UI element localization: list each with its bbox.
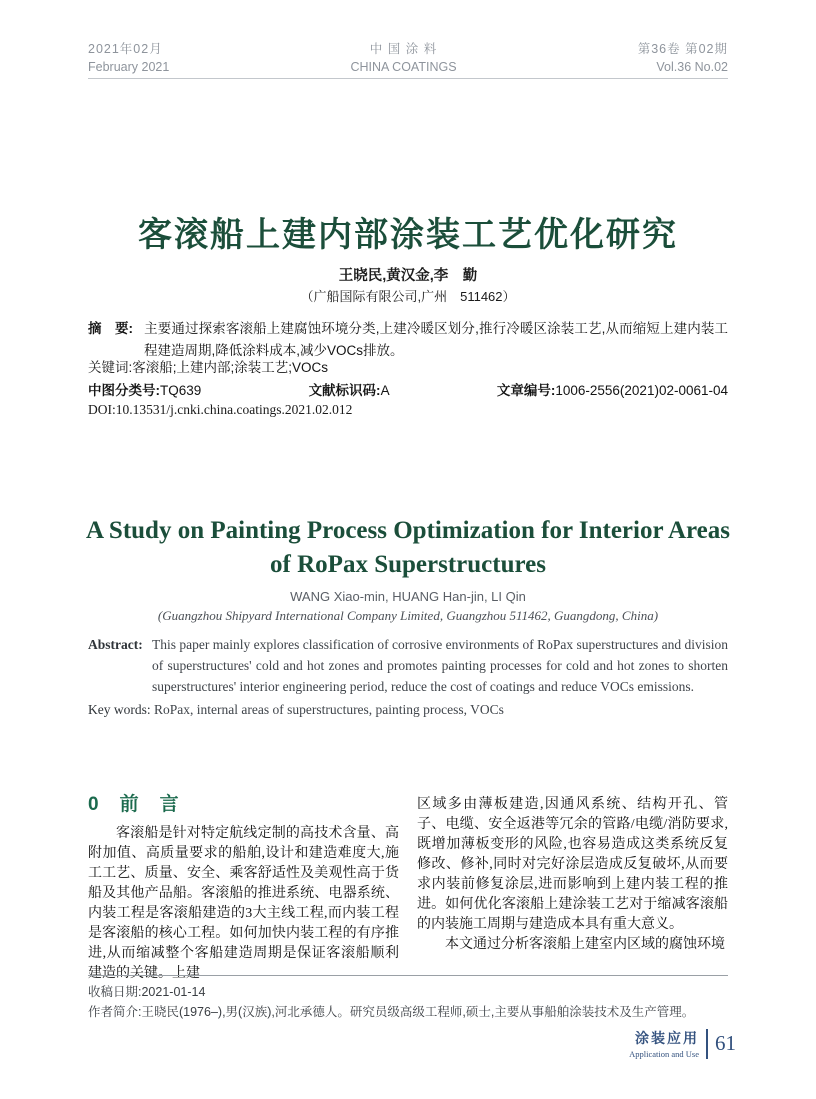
author-bio-line [88, 1002, 728, 1022]
article-title-cn: 客滚船上建内部涂装工艺优化研究 [138, 216, 678, 254]
body-column-right [417, 795, 728, 971]
body-paragraph: 区域多由薄板建造,因通风系统、结构开孔、管子、电缆、安全返港等冗余的管路/电缆/消防要求,既增加薄板变形的风险,也容易造成这类系统反复修改、修补,同时对完好涂层造成反复破坏,从而要求内装前修复涂层,进而影响到上建内装工程的推进。如何优化客滚船上建涂装工艺对于缩减客滚船的内装施工周期与建造成本具有重大意义。 [417, 797, 728, 932]
body-paragraph: 本文通过分析客滚船上建室内区域的腐蚀环境 [445, 937, 725, 952]
footer-section-cn: 涂装应用 [635, 1030, 699, 1046]
article-title-en-line1: A Study on Painting Process Optimization for Interior Areas [86, 517, 730, 544]
affiliation-cn: （广船国际有限公司,广州 511462） [300, 289, 516, 304]
body-text [88, 794, 728, 981]
author-bio-label: 作者简介: [88, 1005, 142, 1019]
header-journal-en: CHINA COATINGS [350, 60, 457, 74]
header-date [88, 40, 169, 76]
keywords-label-en: Key words: [88, 702, 151, 717]
footer-section [629, 1028, 699, 1059]
abstract-text-en: This paper mainly explores classification of corrosive environments of RoPax superstructures and division of superstructures' cold and hot zones and promotes painting processes for cold and hot zones to shorten superstructures' interior engineering period, reduce the cost of coatings and reduce VOCs emissions. [152, 637, 728, 694]
journal-header [88, 40, 728, 76]
keywords-en [88, 699, 728, 720]
article-id-label: 文章编号: [496, 383, 556, 398]
authors-cn: 王晓民,黄汉金,李 勤 [338, 268, 478, 284]
keywords-text-en: RoPax, internal areas of superstructures, painting process, VOCs [154, 702, 504, 717]
footnote-divider [88, 975, 728, 976]
authors-en: WANG Xiao-min, HUANG Han-jin, LI Qin [290, 589, 526, 604]
abstract-en [88, 634, 728, 697]
footnote [88, 982, 728, 1022]
body-paragraph: 客滚船是针对特定航线定制的高技术含量、高附加值、高质量要求的船舶,设计和建造难度大,施工工艺、质量、安全、乘客舒适性及美观性高于货船及其他产品船。客滚船的推进系统、电器系统、内装工程是客滚船建造的3大主线工程,而内装工程是客滚船的核心工程。如何加快内装工程的有序推进,从而缩减整个客船建造周期是保证客滚船顺利建造的关键。上建 [88, 826, 399, 981]
received-date-line [88, 982, 728, 1002]
clc-label: 中图分类号: [88, 383, 160, 398]
article-id-value: 1006-2556(2021)02-0061-04 [555, 383, 728, 398]
header-journal-name [351, 40, 457, 76]
document-code [309, 380, 390, 402]
author-bio-value: 王晓民(1976–),男(汉族),河北承德人。研究员级高级工程师,硕士,主要从事船舶涂装技术及生产管理。 [141, 1005, 695, 1019]
header-journal-cn: 中 国 涂 料 [369, 42, 438, 56]
document-code-value: A [380, 383, 390, 398]
header-date-cn: 2021年02月 [88, 42, 163, 56]
body-column-left [88, 794, 399, 981]
received-date-value: 2021-01-14 [141, 985, 206, 999]
clc-number [88, 380, 201, 402]
section-heading: 0 前 言 [88, 794, 180, 815]
header-issue [638, 40, 728, 76]
keywords-text-cn: 客滚船;上建内部;涂装工艺;VOCs [132, 360, 329, 375]
clc-value: TQ639 [160, 383, 202, 398]
page-number: 61 [715, 1031, 736, 1055]
header-issue-en: Vol.36 No.02 [656, 60, 728, 74]
keywords-label-cn: 关键词: [88, 360, 133, 375]
footer-divider [706, 1029, 708, 1059]
document-code-label: 文献标识码: [308, 383, 381, 398]
abstract-label-en: Abstract: [88, 637, 143, 652]
classification-row [88, 380, 728, 402]
header-divider [88, 78, 728, 79]
affiliation-en: (Guangzhou Shipyard International Company Limited, Guangzhou 511462, Guangdong, China) [157, 608, 659, 623]
page-footer [629, 1028, 736, 1059]
header-issue-cn: 第36卷 第02期 [637, 42, 728, 56]
article-title-en-line2: of RoPax Superstructures [270, 551, 546, 578]
abstract-text-cn: 主要通过探索客滚船上建腐蚀环境分类,上建冷暖区划分,推行冷暖区涂装工艺,从而缩短上建内装工程建造周期,降低涂料成本,减少VOCs排放。 [144, 321, 728, 358]
received-date-label: 收稿日期: [88, 985, 142, 999]
abstract-cn [88, 318, 728, 362]
doi: DOI:10.13531/j.cnki.china.coatings.2021.02.012 [88, 402, 353, 417]
article-title-en [48, 514, 768, 582]
header-date-en: February 2021 [88, 60, 170, 74]
keywords-cn [88, 357, 728, 379]
abstract-label-cn: 摘 要: [88, 321, 133, 336]
article-id [497, 380, 728, 402]
footer-section-en: Application and Use [629, 1049, 699, 1059]
